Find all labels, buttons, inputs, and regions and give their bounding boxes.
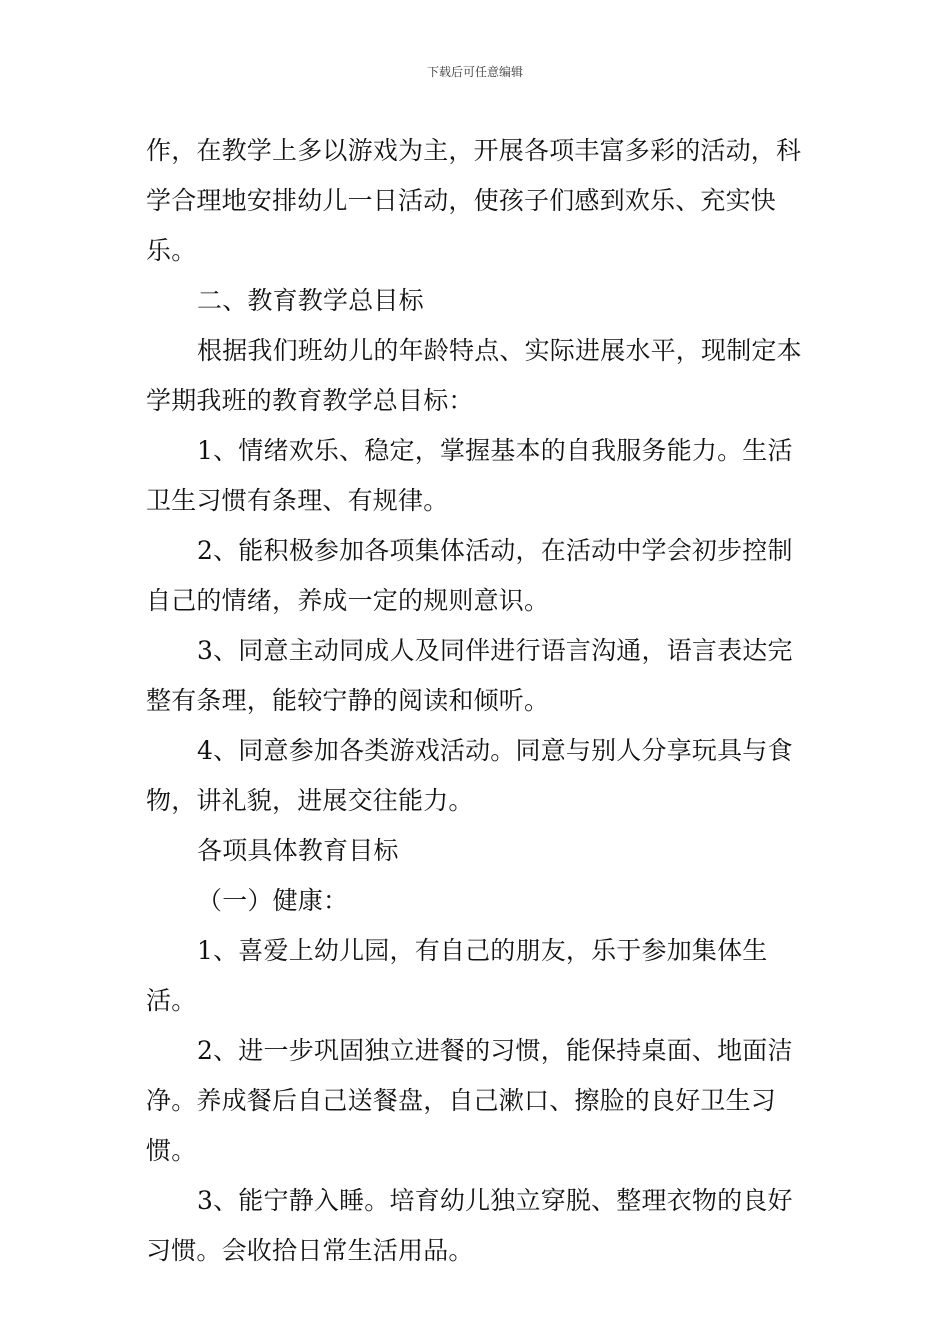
- paragraph-continuation: 作，在教学上多以游戏为主，开展各项丰富多彩的活动，科学合理地安排幼儿一日活动，使孩子们感到欢乐、充实快乐。: [146, 136, 802, 265]
- health-item-3: 3、能宁静入睡。培育幼儿独立穿脱、整理衣物的良好习惯。会收拾日常生活用品。: [146, 1186, 793, 1265]
- health-item-1: 1、喜爱上幼儿园，有自己的朋友，乐于参加集体生活。: [146, 936, 768, 1015]
- health-item-2: 2、进一步巩固独立进餐的习惯，能保持桌面、地面洁净。养成餐后自己送餐盘，自己漱口、擦脸的良好卫生习惯。: [146, 1036, 793, 1165]
- goal-item-3: 3、同意主动同成人及同伴进行语言沟通，语言表达完整有条理，能较宁静的阅读和倾听。: [146, 636, 793, 715]
- goal-item-2: 2、能积极参加各项集体活动，在活动中学会初步控制自己的情绪，养成一定的规则意识。: [146, 536, 793, 615]
- goal-item-4: 4、同意参加各类游戏活动。同意与别人分享玩具与食物，讲礼貌，进展交往能力。: [146, 736, 793, 815]
- goal-item-1: 1、情绪欢乐、稳定，掌握基本的自我服务能力。生活卫生习惯有条理、有规律。: [146, 436, 793, 515]
- section-heading-goals: 二、教育教学总目标: [197, 286, 424, 315]
- subsection-heading-health: （一）健康：: [197, 886, 349, 915]
- paragraph-intro: 根据我们班幼儿的年龄特点、实际进展水平，现制定本学期我班的教育教学总目标：: [146, 336, 802, 415]
- document-body: [146, 126, 814, 1276]
- section-heading-specific-goals: 各项具体教育目标: [197, 836, 399, 865]
- page-header: 下载后可任意编辑: [426, 65, 523, 79]
